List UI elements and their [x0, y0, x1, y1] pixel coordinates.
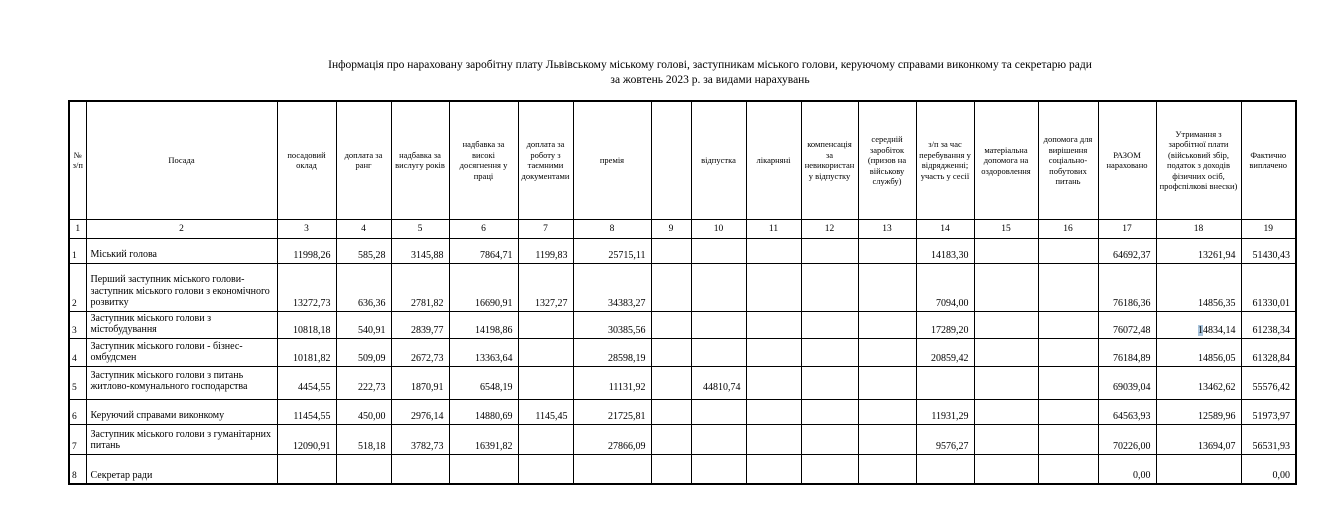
position-cell: Заступник міського голови з містобудування — [86, 311, 277, 338]
row-number-cell: 8 — [69, 454, 86, 484]
value-cell — [391, 454, 449, 484]
value-cell — [651, 263, 691, 311]
column-header: доплата за роботу з таємними документами — [518, 101, 573, 219]
value-cell — [1038, 263, 1098, 311]
value-cell: 9576,27 — [916, 424, 974, 454]
value-cell — [974, 366, 1038, 399]
value-cell — [518, 311, 573, 338]
value-cell — [691, 263, 746, 311]
column-header: матеріальна допомога на оздоровлення — [974, 101, 1038, 219]
value-cell — [691, 424, 746, 454]
column-header: з/п за час перебування у відрядженні; участь у сесії — [916, 101, 974, 219]
row-number-cell: 3 — [69, 311, 86, 338]
value-cell — [858, 338, 916, 366]
document-title-line2: за жовтень 2023 р. за видами нарахувань — [610, 74, 810, 86]
value-cell — [746, 311, 801, 338]
value-cell: 2781,82 — [391, 263, 449, 311]
value-cell: 61330,01 — [1241, 263, 1296, 311]
value-cell: 14856,35 — [1156, 263, 1241, 311]
value-cell — [801, 338, 858, 366]
value-cell — [801, 366, 858, 399]
value-cell — [1038, 311, 1098, 338]
position-cell: Заступник міського голови з гуманітарних питань — [86, 424, 277, 454]
table-row — [69, 311, 1296, 338]
value-cell: 17289,20 — [916, 311, 974, 338]
value-cell: 61328,84 — [1241, 338, 1296, 366]
row-number-cell: 6 — [69, 399, 86, 424]
value-cell: 636,36 — [336, 263, 391, 311]
value-cell — [746, 263, 801, 311]
column-header: середній заробіток (призов на військову службу) — [858, 101, 916, 219]
value-cell: 13261,94 — [1156, 238, 1241, 263]
column-number-cell: 7 — [518, 219, 573, 238]
value-cell — [691, 311, 746, 338]
value-cell — [858, 399, 916, 424]
value-cell: 11931,29 — [916, 399, 974, 424]
column-number-cell: 11 — [746, 219, 801, 238]
value-cell: 16391,82 — [449, 424, 518, 454]
value-cell — [746, 454, 801, 484]
value-cell — [651, 454, 691, 484]
column-header: Посада — [86, 101, 277, 219]
value-cell: 14183,30 — [916, 238, 974, 263]
value-cell: 1327,27 — [518, 263, 573, 311]
value-cell: 0,00 — [1241, 454, 1296, 484]
value-cell: 585,28 — [336, 238, 391, 263]
column-header: премія — [573, 101, 651, 219]
value-cell: 25715,11 — [573, 238, 651, 263]
value-cell — [858, 311, 916, 338]
value-cell: 450,00 — [336, 399, 391, 424]
column-header: допомога для вирішення соціально-побутових питань — [1038, 101, 1098, 219]
value-cell: 13363,64 — [449, 338, 518, 366]
value-cell: 1870,91 — [391, 366, 449, 399]
value-cell — [858, 263, 916, 311]
column-header: лікарняні — [746, 101, 801, 219]
value-cell: 64692,37 — [1098, 238, 1156, 263]
value-cell: 11998,26 — [277, 238, 336, 263]
value-cell: 4454,55 — [277, 366, 336, 399]
column-header: доплата за ранг — [336, 101, 391, 219]
value-cell: 10818,18 — [277, 311, 336, 338]
column-header: Фактично виплачено — [1241, 101, 1296, 219]
row-number-cell: 5 — [69, 366, 86, 399]
table-row — [69, 338, 1296, 366]
column-header: надбавка за високі досягнення у праці — [449, 101, 518, 219]
column-header: Утримання з заробітної плати (військовий збір, податок з доходів фізичних осіб, профспілкові внески) — [1156, 101, 1241, 219]
value-cell — [1038, 238, 1098, 263]
column-number-cell: 18 — [1156, 219, 1241, 238]
value-cell — [518, 366, 573, 399]
value-cell — [801, 399, 858, 424]
value-cell — [746, 338, 801, 366]
value-cell — [1038, 424, 1098, 454]
value-cell: 6548,19 — [449, 366, 518, 399]
value-cell: 1199,83 — [518, 238, 573, 263]
value-cell: 14880,69 — [449, 399, 518, 424]
table-row — [69, 263, 1296, 311]
value-cell: 13694,07 — [1156, 424, 1241, 454]
value-cell — [801, 263, 858, 311]
value-cell — [801, 311, 858, 338]
row-number-cell: 4 — [69, 338, 86, 366]
row-number-cell: 2 — [69, 263, 86, 311]
value-cell: 2672,73 — [391, 338, 449, 366]
column-number-cell: 5 — [391, 219, 449, 238]
value-cell — [518, 424, 573, 454]
value-cell — [651, 366, 691, 399]
column-header: надбавка за вислугу років — [391, 101, 449, 219]
value-cell: 44810,74 — [691, 366, 746, 399]
value-cell: 509,09 — [336, 338, 391, 366]
value-cell: 51430,43 — [1241, 238, 1296, 263]
salary-table — [68, 100, 1297, 485]
value-cell: 14198,86 — [449, 311, 518, 338]
value-cell — [691, 454, 746, 484]
column-header: відпустка — [691, 101, 746, 219]
value-cell — [858, 424, 916, 454]
value-cell: 56531,93 — [1241, 424, 1296, 454]
value-cell — [1038, 399, 1098, 424]
value-cell — [801, 454, 858, 484]
value-cell — [691, 238, 746, 263]
value-cell: 2976,14 — [391, 399, 449, 424]
value-cell — [974, 454, 1038, 484]
value-cell — [916, 454, 974, 484]
value-cell: 21725,81 — [573, 399, 651, 424]
value-cell — [746, 366, 801, 399]
value-cell: 13272,73 — [277, 263, 336, 311]
value-cell — [974, 263, 1038, 311]
value-cell: 11131,92 — [573, 366, 651, 399]
value-cell: 28598,19 — [573, 338, 651, 366]
value-cell — [858, 366, 916, 399]
column-number-cell: 13 — [858, 219, 916, 238]
value-cell — [518, 338, 573, 366]
row-number-cell: 7 — [69, 424, 86, 454]
value-cell: 10181,82 — [277, 338, 336, 366]
value-cell — [573, 454, 651, 484]
column-number-cell: 9 — [651, 219, 691, 238]
value-cell — [651, 424, 691, 454]
value-cell — [277, 454, 336, 484]
column-header: № з/п — [69, 101, 86, 219]
position-cell: Керуючий справами виконкому — [86, 399, 277, 424]
column-header — [651, 101, 691, 219]
table-row — [69, 424, 1296, 454]
value-cell — [801, 424, 858, 454]
value-cell — [746, 424, 801, 454]
value-cell: 2839,77 — [391, 311, 449, 338]
value-cell: 7094,00 — [916, 263, 974, 311]
value-cell — [1038, 454, 1098, 484]
value-cell: 7864,71 — [449, 238, 518, 263]
value-cell: 64563,93 — [1098, 399, 1156, 424]
value-cell: 51973,97 — [1241, 399, 1296, 424]
column-number-row — [69, 219, 1296, 238]
position-cell: Заступник міського голови - бізнес-омбудсмен — [86, 338, 277, 366]
value-cell — [651, 311, 691, 338]
value-cell — [651, 238, 691, 263]
column-number-cell: 16 — [1038, 219, 1098, 238]
value-cell — [974, 311, 1038, 338]
value-cell: 12589,96 — [1156, 399, 1241, 424]
position-cell: Перший заступник міського голови-заступник міського голови з економічного розвитку — [86, 263, 277, 311]
column-header: посадовий оклад — [277, 101, 336, 219]
column-number-cell: 2 — [86, 219, 277, 238]
value-cell: 76184,89 — [1098, 338, 1156, 366]
table-row — [69, 238, 1296, 263]
value-cell: 222,73 — [336, 366, 391, 399]
value-cell: 70226,00 — [1098, 424, 1156, 454]
value-cell: 12090,91 — [277, 424, 336, 454]
value-cell — [336, 454, 391, 484]
table-row — [69, 399, 1296, 424]
value-cell: 27866,09 — [573, 424, 651, 454]
value-cell: 1145,45 — [518, 399, 573, 424]
value-cell — [974, 399, 1038, 424]
value-cell: 76186,36 — [1098, 263, 1156, 311]
table-row — [69, 366, 1296, 399]
position-cell: Заступник міського голови з питань житлово-комунального господарства — [86, 366, 277, 399]
value-cell — [974, 424, 1038, 454]
value-cell: 11454,55 — [277, 399, 336, 424]
value-cell: 69039,04 — [1098, 366, 1156, 399]
selected-text: 1 — [1198, 324, 1203, 336]
row-number-cell: 1 — [69, 238, 86, 263]
column-number-cell: 4 — [336, 219, 391, 238]
value-cell — [449, 454, 518, 484]
value-cell — [651, 338, 691, 366]
value-cell: 61238,34 — [1241, 311, 1296, 338]
header-row — [69, 101, 1296, 219]
value-cell — [691, 338, 746, 366]
table-row — [69, 454, 1296, 484]
value-cell: 20859,42 — [916, 338, 974, 366]
value-cell — [974, 238, 1038, 263]
value-cell: 30385,56 — [573, 311, 651, 338]
value-cell: 34383,27 — [573, 263, 651, 311]
column-number-cell: 15 — [974, 219, 1038, 238]
column-number-cell: 3 — [277, 219, 336, 238]
value-cell: 0,00 — [1098, 454, 1156, 484]
value-cell — [746, 238, 801, 263]
value-cell — [518, 454, 573, 484]
value-cell: 3145,88 — [391, 238, 449, 263]
value-cell: 76072,48 — [1098, 311, 1156, 338]
value-cell — [1038, 366, 1098, 399]
value-cell — [974, 338, 1038, 366]
value-cell — [691, 399, 746, 424]
value-cell — [858, 454, 916, 484]
column-number-cell: 12 — [801, 219, 858, 238]
value-cell — [801, 238, 858, 263]
value-cell: 518,18 — [336, 424, 391, 454]
value-cell — [858, 238, 916, 263]
value-cell — [1038, 338, 1098, 366]
column-header: РАЗОМ нараховано — [1098, 101, 1156, 219]
position-cell: Секретар ради — [86, 454, 277, 484]
column-number-cell: 8 — [573, 219, 651, 238]
salary-table-container — [68, 100, 1297, 485]
value-cell — [916, 366, 974, 399]
value-cell — [651, 399, 691, 424]
value-cell: 540,91 — [336, 311, 391, 338]
column-number-cell: 19 — [1241, 219, 1296, 238]
value-cell: 3782,73 — [391, 424, 449, 454]
column-number-cell: 14 — [916, 219, 974, 238]
value-cell: 14856,05 — [1156, 338, 1241, 366]
column-number-cell: 10 — [691, 219, 746, 238]
value-cell: 55576,42 — [1241, 366, 1296, 399]
column-number-cell: 6 — [449, 219, 518, 238]
column-number-cell: 1 — [69, 219, 86, 238]
document-title — [80, 58, 1340, 88]
value-cell — [746, 399, 801, 424]
value-cell: 14834,14 — [1156, 311, 1241, 338]
value-cell: 13462,62 — [1156, 366, 1241, 399]
position-cell: Міський голова — [86, 238, 277, 263]
value-cell: 16690,91 — [449, 263, 518, 311]
value-cell — [1156, 454, 1241, 484]
column-number-cell: 17 — [1098, 219, 1156, 238]
document-title-line1: Інформація про нараховану заробітну плату Львівському міському голові, заступникам міського голови, керуючому справами виконкому та секретарю ради — [328, 59, 1092, 71]
column-header: компенсація за невикористану відпустку — [801, 101, 858, 219]
